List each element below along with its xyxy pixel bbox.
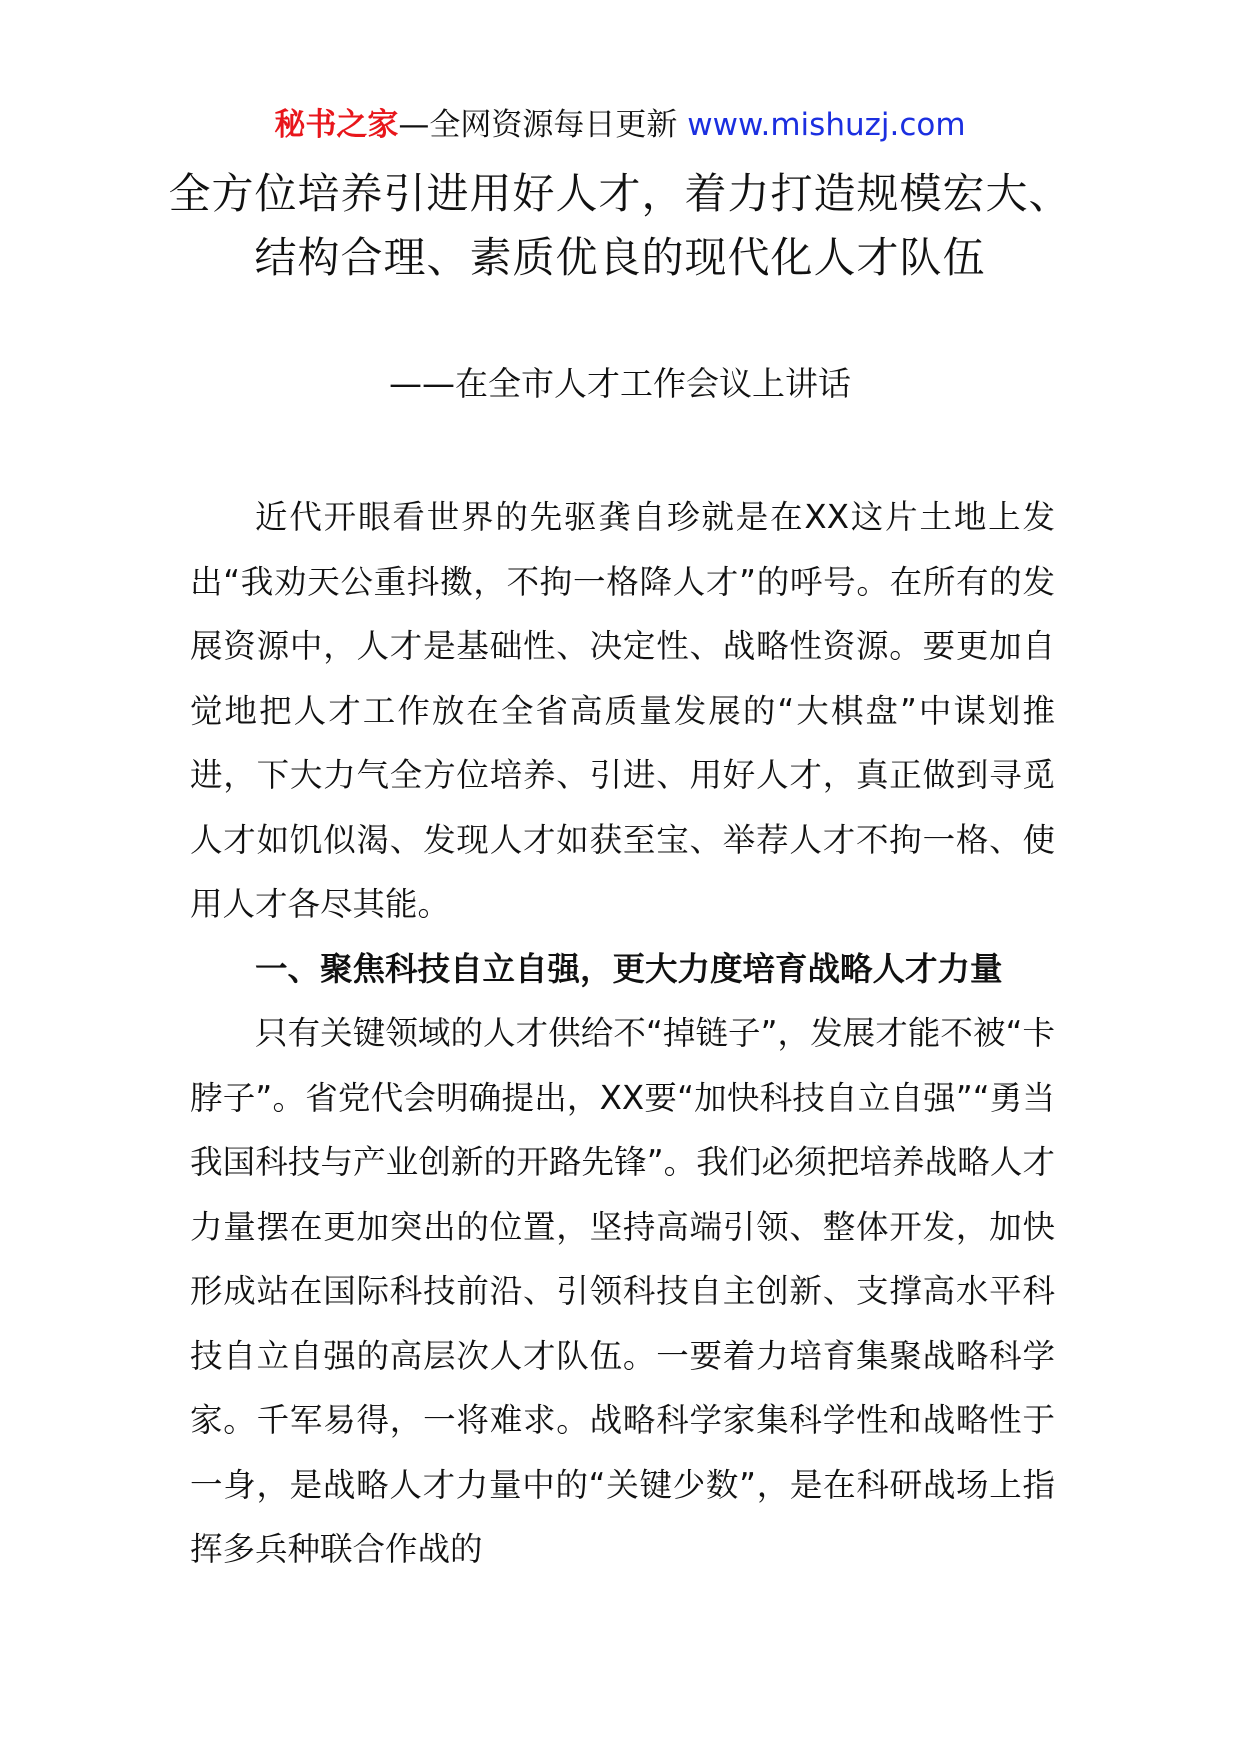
header-tagline: —全网资源每日更新 <box>398 107 688 143</box>
site-header <box>0 102 1240 148</box>
section-heading-1: 一、聚焦科技自立自强，更大力度培育战略人才力量 <box>255 949 1003 988</box>
intro-paragraph: 近代开眼看世界的先驱龚自珍就是在XX这片土地上发出“我劝天公重抖擞，不拘一格降人才”的呼号。在所有的发展资源中，人才是基础性、决定性、战略性资源。要更加自觉地把人才工作放在全省高质量发展的“大棋盘”中谋划推进，下大力气全方位培养、引进、用好人才，真正做到寻觅人才如饥似渴、发现人才如获至宝、举荐人才不拘一格、使用人才各尽其能。 <box>190 498 1055 923</box>
document-title: 全方位培养引进用好人才，着力打造规模宏大、结构合理、素质优良的现代化人才队伍 <box>168 169 1072 282</box>
document-body <box>190 485 1055 1582</box>
site-url-link[interactable]: www.mishuzj.com <box>687 107 966 143</box>
brand-name: 秘书之家 <box>274 107 399 143</box>
section-1-paragraph: 只有关键领域的人才供给不“掉链子”，发展才能不被“卡脖子”。省党代会明确提出，XX要“加快科技自立自强”“勇当我国科技与产业创新的开路先锋”。我们必须把培养战略人才力量摆在更加突出的位置，坚持高端引领、整体开发，加快形成站在国际科技前沿、引领科技自主创新、支撑高水平科技自立自强的高层次人才队伍。一要着力培育集聚战略科学家。千军易得，一将难求。战略科学家集科学性和战略性于一身，是战略人才力量中的“关键少数”，是在科研战场上指挥多兵种联合作战的 <box>190 1014 1055 1568</box>
document-subtitle: ——在全市人才工作会议上讲话 <box>389 364 851 403</box>
